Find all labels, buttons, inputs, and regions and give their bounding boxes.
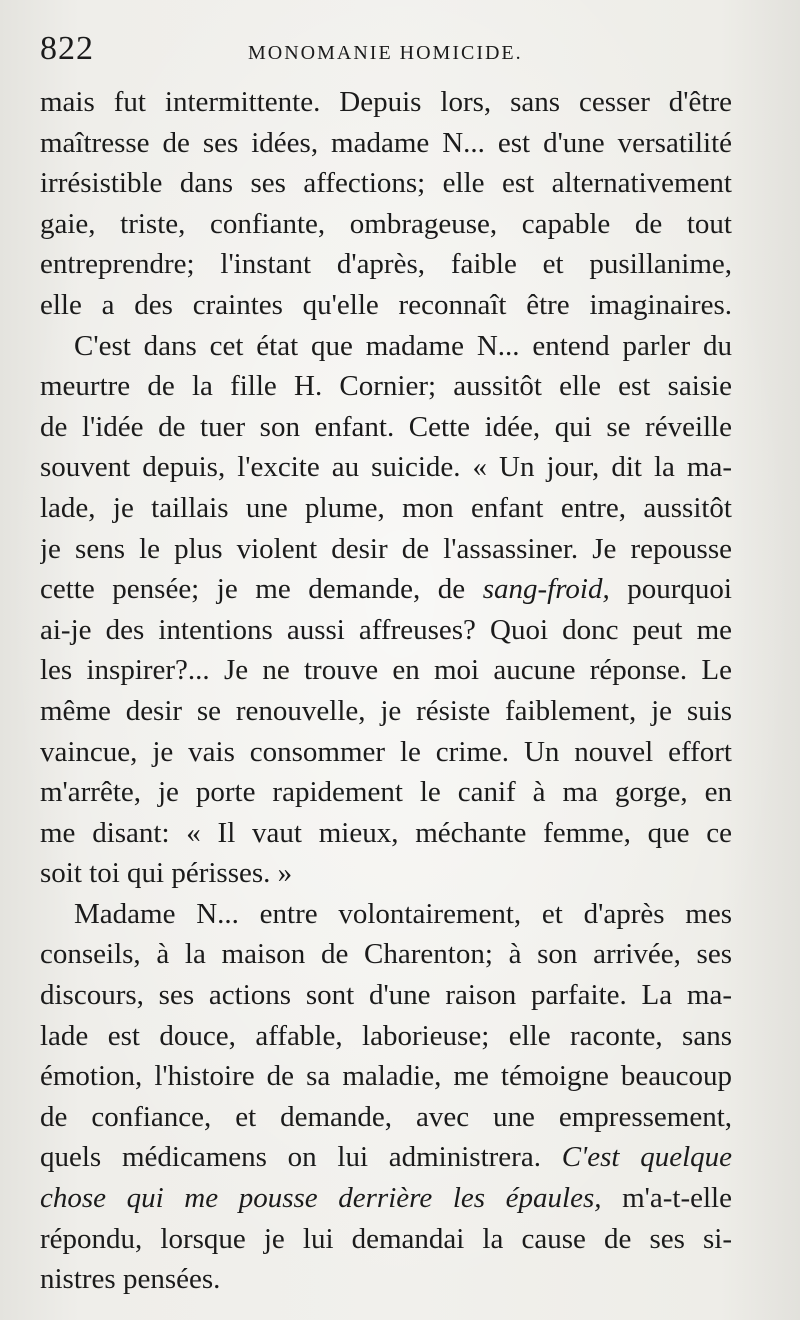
text-line: maîtresse de ses idées, madame N... est d'une versatilité: [40, 126, 732, 159]
text-line: de l'idée de tuer son enfant. Cette idée, qui se réveille: [40, 410, 732, 443]
text-line: discours, ses actions sont d'une raison parfaite. La ma-: [40, 979, 732, 1012]
text-line: vaincue, je vais consommer le crime. Un nouvel effort: [40, 735, 732, 768]
italic-segment: C'est quelque: [561, 1141, 732, 1174]
text-line: [40, 1137, 732, 1178]
text-line: les inspirer?... Je ne trouve en moi aucune réponse. Le: [40, 654, 732, 687]
text-line: je sens le plus violent desir de l'assassiner. Je repousse: [40, 532, 732, 565]
running-title: MONOMANIE HOMICIDE.: [248, 42, 523, 64]
text-segment: m'a-t-elle: [601, 1182, 732, 1215]
italic-segment: sang-froid,: [482, 573, 610, 606]
text-line: de confiance, et demande, avec une empressement,: [40, 1100, 732, 1133]
text-segment: cette pensée; je me demande, de: [40, 573, 483, 606]
text-line: soit toi qui périsses. »: [40, 857, 293, 890]
text-line: émotion, l'histoire de sa maladie, me témoigne beaucoup: [40, 1060, 732, 1093]
text-segment: quels médicamens on lui administrera.: [40, 1141, 562, 1174]
page-number: 822: [40, 30, 94, 67]
text-line: mais fut intermittente. Depuis lors, sans cesser d'être: [40, 86, 732, 118]
page-header: [40, 30, 760, 74]
text-line: lade, je taillais une plume, mon enfant entre, aussitôt: [40, 491, 732, 524]
body-text: [40, 82, 732, 1300]
text-line: m'arrête, je porte rapidement le canif à ma gorge, en: [40, 776, 732, 809]
text-line: ai-je des intentions aussi affreuses? Quoi donc peut me: [40, 613, 732, 646]
text-line: C'est dans cet état que madame N... entend parler du: [74, 329, 732, 362]
text-line: conseils, à la maison de Charenton; à son arrivée, ses: [40, 938, 732, 971]
text-line: souvent depuis, l'excite au suicide. « Un jour, dit la ma-: [40, 451, 732, 484]
italic-segment: chose qui me pousse derrière les épaules,: [40, 1182, 602, 1215]
text-line: me disant: « Il vaut mieux, méchante femme, que ce: [40, 816, 732, 849]
text-line: meurtre de la fille H. Cornier; aussitôt elle est saisie: [40, 370, 732, 403]
text-line: nistres pensées.: [40, 1263, 221, 1296]
text-line: gaie, triste, confiante, ombrageuse, capable de tout: [40, 207, 732, 240]
text-line: répondu, lorsque je lui demandai la cause de ses si-: [40, 1222, 732, 1255]
text-segment: pourquoi: [609, 573, 732, 606]
text-line: irrésistible dans ses affections; elle est alternativement: [40, 167, 732, 200]
text-line: Madame N... entre volontairement, et d'après mes: [74, 897, 732, 930]
text-line: entreprendre; l'instant d'après, faible et pusillanime,: [40, 248, 732, 281]
text-line: même desir se renouvelle, je résiste faiblement, je suis: [40, 694, 732, 727]
text-line: [40, 1178, 732, 1219]
text-line: [40, 569, 732, 610]
text-line: elle a des craintes qu'elle reconnaît être imaginaires.: [40, 288, 732, 321]
text-line: lade est douce, affable, laborieuse; elle raconte, sans: [40, 1019, 732, 1052]
